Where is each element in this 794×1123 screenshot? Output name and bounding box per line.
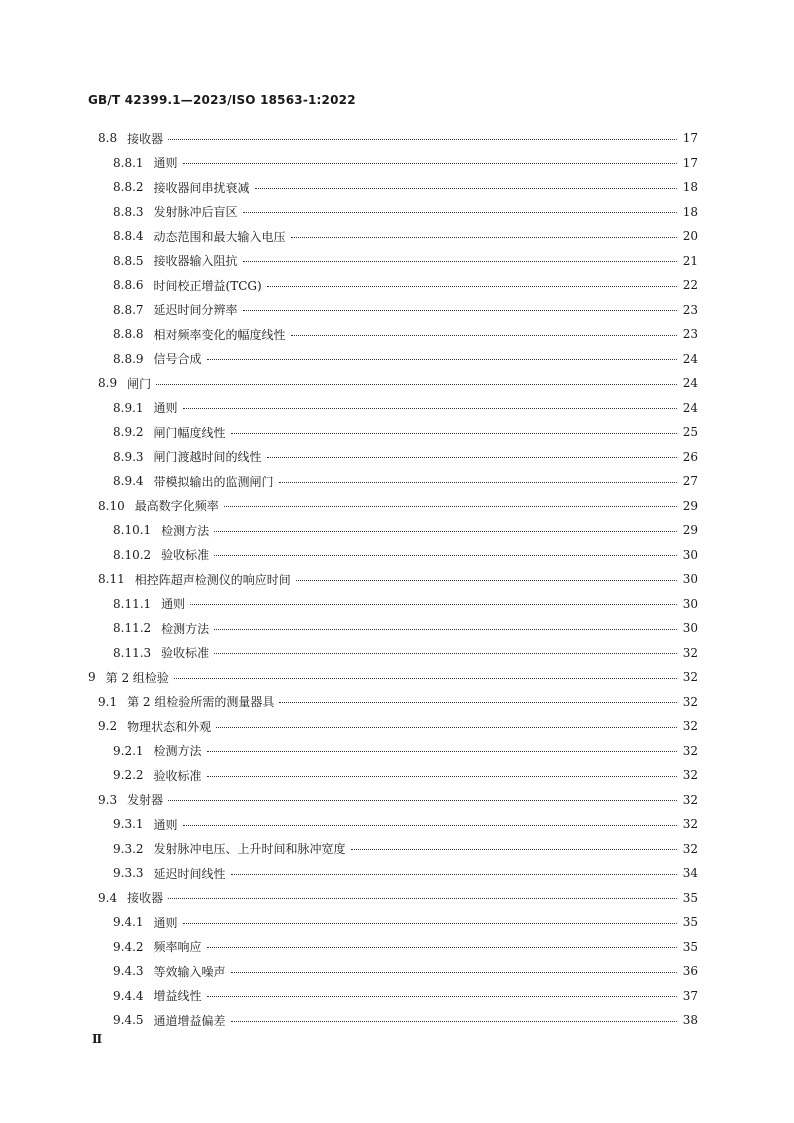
toc-entry-page: 23 xyxy=(682,302,698,317)
toc-entry-title: 检测方法 xyxy=(161,523,210,538)
toc-entry-page: 32 xyxy=(682,694,698,709)
toc-entry-page: 29 xyxy=(682,498,698,513)
toc-entry[interactable] xyxy=(113,175,698,200)
toc-entry-page: 32 xyxy=(682,768,698,783)
toc-entry-title: 发射脉冲后盲区 xyxy=(153,205,238,220)
toc-entry-page: 17 xyxy=(682,155,698,170)
toc-entry[interactable] xyxy=(113,469,698,494)
toc-entry-title: 相对频率变化的幅度线性 xyxy=(153,327,286,342)
toc-entry-title: 通则 xyxy=(153,817,178,832)
toc-entry[interactable] xyxy=(113,420,698,445)
toc-leader-dots xyxy=(190,604,677,605)
toc-entry[interactable] xyxy=(98,494,698,519)
toc-leader-dots xyxy=(243,261,677,262)
toc-entry-number: 9.4.3 xyxy=(113,964,144,979)
toc-leader-dots xyxy=(243,212,677,213)
toc-leader-dots xyxy=(214,653,677,654)
toc-leader-dots xyxy=(243,310,677,311)
toc-entry-number: 9 xyxy=(88,670,96,685)
toc-entry-title: 延迟时间线性 xyxy=(153,866,226,881)
toc-entry-page: 26 xyxy=(682,449,698,464)
toc-entry-title: 接收器间串扰衰减 xyxy=(153,180,250,195)
toc-leader-dots xyxy=(267,286,677,287)
toc-entry-page: 30 xyxy=(682,572,698,587)
toc-leader-dots xyxy=(231,1021,677,1022)
toc-entry[interactable] xyxy=(113,837,698,862)
toc-entry-title: 第 2 组检验所需的测量器具 xyxy=(127,695,275,710)
toc-leader-dots xyxy=(231,972,677,973)
toc-entry-number: 9.3.1 xyxy=(113,817,144,832)
toc-entry-page: 38 xyxy=(682,1013,698,1028)
toc-entry[interactable] xyxy=(113,1008,698,1033)
toc-entry-number: 8.8.8 xyxy=(113,327,144,342)
toc-entry-number: 8.9.3 xyxy=(113,449,144,464)
toc-entry[interactable] xyxy=(98,788,698,813)
toc-leader-dots xyxy=(224,506,677,507)
toc-entry-page: 32 xyxy=(682,743,698,758)
toc-entry-page: 35 xyxy=(682,890,698,905)
toc-entry-title: 通则 xyxy=(161,597,186,612)
toc-entry-number: 8.9.1 xyxy=(113,400,144,415)
toc-entry[interactable] xyxy=(98,714,698,739)
toc-entry-number: 9.4.1 xyxy=(113,915,144,930)
toc-entry-number: 8.8.4 xyxy=(113,229,144,244)
toc-entry[interactable] xyxy=(113,935,698,960)
toc-entry-title: 发射器 xyxy=(127,793,164,808)
toc-entry[interactable] xyxy=(113,396,698,421)
toc-entry-title: 带模拟输出的监测闸门 xyxy=(153,474,274,489)
toc-entry-page: 32 xyxy=(682,645,698,660)
toc-entry-number: 8.10.2 xyxy=(113,547,152,562)
toc-entry-page: 34 xyxy=(682,866,698,881)
toc-entry[interactable] xyxy=(113,347,698,372)
toc-entry[interactable] xyxy=(113,861,698,886)
toc-entry-number: 9.3.3 xyxy=(113,866,144,881)
toc-entry-page: 24 xyxy=(682,376,698,391)
toc-leader-dots xyxy=(207,359,677,360)
toc-entry-page: 30 xyxy=(682,547,698,562)
toc-leader-dots xyxy=(291,335,677,336)
toc-entry-number: 9.1 xyxy=(98,694,118,709)
toc-entry-title: 闸门 xyxy=(127,376,152,391)
toc-entry-page: 18 xyxy=(682,204,698,219)
toc-entry-title: 增益线性 xyxy=(153,989,202,1004)
toc-entry[interactable] xyxy=(98,126,698,151)
toc-leader-dots xyxy=(183,923,677,924)
toc-entry-page: 30 xyxy=(682,621,698,636)
toc-entry-number: 8.8.1 xyxy=(113,155,144,170)
toc-entry-title: 动态范围和最大输入电压 xyxy=(153,229,286,244)
toc-entry-page: 32 xyxy=(682,719,698,734)
toc-leader-dots xyxy=(183,163,677,164)
toc-entry[interactable] xyxy=(113,910,698,935)
toc-entry-page: 35 xyxy=(682,939,698,954)
toc-entry-title: 验收标准 xyxy=(161,548,210,563)
toc-entry-page: 36 xyxy=(682,964,698,979)
toc-entry[interactable] xyxy=(98,886,698,911)
toc-leader-dots xyxy=(174,678,677,679)
toc-leader-dots xyxy=(216,727,677,728)
toc-entry-number: 8.8.6 xyxy=(113,278,144,293)
toc-entry-title: 发射脉冲电压、上升时间和脉冲宽度 xyxy=(153,842,346,857)
toc-entry[interactable] xyxy=(88,665,698,690)
toc-entry-title: 等效输入噪声 xyxy=(153,964,226,979)
toc-entry-number: 9.2.1 xyxy=(113,743,144,758)
toc-entry-page: 17 xyxy=(682,131,698,146)
toc-entry[interactable] xyxy=(113,298,698,323)
toc-entry-title: 验收标准 xyxy=(153,768,202,783)
toc-entry-title: 通则 xyxy=(153,401,178,416)
toc-entry-number: 9.2 xyxy=(98,719,118,734)
toc-leader-dots xyxy=(267,457,677,458)
toc-entry-number: 8.11.1 xyxy=(113,596,152,611)
toc-entry-number: 9.2.2 xyxy=(113,768,144,783)
toc-entry-page: 37 xyxy=(682,988,698,1003)
toc-leader-dots xyxy=(156,384,677,385)
toc-entry-page: 18 xyxy=(682,180,698,195)
toc-entry[interactable] xyxy=(98,371,698,396)
toc-entry-number: 9.3 xyxy=(98,792,118,807)
toc-entry[interactable] xyxy=(113,200,698,225)
toc-entry-title: 通则 xyxy=(153,915,178,930)
toc-entry-title: 闸门渡越时间的线性 xyxy=(153,450,262,465)
toc-leader-dots xyxy=(168,800,677,801)
toc-entry-number: 8.9.2 xyxy=(113,425,144,440)
toc-entry-page: 32 xyxy=(682,792,698,807)
toc-leader-dots xyxy=(168,139,677,140)
toc-leader-dots xyxy=(231,433,677,434)
toc-entry-page: 20 xyxy=(682,229,698,244)
toc-entry-title: 检测方法 xyxy=(153,744,202,759)
toc-leader-dots xyxy=(207,776,677,777)
toc-entry-title: 最高数字化频率 xyxy=(134,499,219,514)
toc-entry-number: 8.11.3 xyxy=(113,645,152,660)
toc-entry-title: 通道增益偏差 xyxy=(153,1013,226,1028)
toc-entry-number: 8.9.4 xyxy=(113,474,144,489)
toc-entry-number: 9.4.5 xyxy=(113,1013,144,1028)
toc-entry-number: 8.8.7 xyxy=(113,302,144,317)
toc-entry-page: 32 xyxy=(682,841,698,856)
toc-entry-number: 8.11.2 xyxy=(113,621,152,636)
toc-entry[interactable] xyxy=(113,739,698,764)
toc-entry[interactable] xyxy=(113,763,698,788)
toc-entry-page: 22 xyxy=(682,278,698,293)
toc-entry-title: 闸门幅度线性 xyxy=(153,425,226,440)
toc-entry-number: 9.4 xyxy=(98,890,118,905)
toc-entry-title: 接收器输入阻抗 xyxy=(153,254,238,269)
toc-entry-page: 32 xyxy=(682,670,698,685)
toc-entry[interactable] xyxy=(113,543,698,568)
toc-entry-title: 接收器 xyxy=(127,891,164,906)
toc-leader-dots xyxy=(279,482,677,483)
toc-entry[interactable] xyxy=(113,959,698,984)
toc-entry-number: 8.10 xyxy=(98,498,125,513)
page-number: Ⅱ xyxy=(92,1032,103,1046)
toc-entry-page: 30 xyxy=(682,596,698,611)
toc-entry-page: 35 xyxy=(682,915,698,930)
toc-leader-dots xyxy=(214,531,677,532)
toc-entry[interactable] xyxy=(113,249,698,274)
toc-entry-number: 8.8 xyxy=(98,131,118,146)
toc-entry-page: 24 xyxy=(682,400,698,415)
toc-entry-number: 9.3.2 xyxy=(113,841,144,856)
toc-entry[interactable] xyxy=(113,984,698,1009)
toc-leader-dots xyxy=(207,751,677,752)
toc-entry-number: 8.10.1 xyxy=(113,523,152,538)
toc-entry-title: 验收标准 xyxy=(161,646,210,661)
toc-entry-number: 8.8.2 xyxy=(113,180,144,195)
toc-entry-title: 第 2 组检验 xyxy=(105,670,169,685)
toc-entry[interactable] xyxy=(98,567,698,592)
toc-entry[interactable] xyxy=(113,518,698,543)
toc-entry-number: 8.11 xyxy=(98,572,125,587)
toc-entry[interactable] xyxy=(113,151,698,176)
toc-entry[interactable] xyxy=(113,224,698,249)
toc-entry-page: 25 xyxy=(682,425,698,440)
toc-entry-page: 27 xyxy=(682,474,698,489)
toc-leader-dots xyxy=(291,237,677,238)
toc-leader-dots xyxy=(207,947,677,948)
toc-entry[interactable] xyxy=(113,616,698,641)
toc-entry-number: 8.8.9 xyxy=(113,351,144,366)
toc-entry-number: 8.9 xyxy=(98,376,118,391)
toc-entry-number: 8.8.3 xyxy=(113,204,144,219)
toc-entry[interactable] xyxy=(113,812,698,837)
toc-leader-dots xyxy=(279,702,677,703)
toc-entry-title: 信号合成 xyxy=(153,352,202,367)
toc-entry-page: 29 xyxy=(682,523,698,538)
toc-entry[interactable] xyxy=(113,322,698,347)
toc-leader-dots xyxy=(214,629,677,630)
toc-entry-page: 32 xyxy=(682,817,698,832)
toc-leader-dots xyxy=(214,555,677,556)
toc-entry[interactable] xyxy=(113,592,698,617)
toc-leader-dots xyxy=(207,996,677,997)
toc-entry-number: 9.4.4 xyxy=(113,988,144,1003)
toc-leader-dots xyxy=(296,580,677,581)
toc-entry-page: 23 xyxy=(682,327,698,342)
toc-entry[interactable] xyxy=(113,273,698,298)
toc-entry-page: 21 xyxy=(682,253,698,268)
toc-leader-dots xyxy=(231,874,677,875)
toc-entry-page: 24 xyxy=(682,351,698,366)
toc-entry[interactable] xyxy=(98,690,698,715)
toc-entry-title: 频率响应 xyxy=(153,940,202,955)
toc-leader-dots xyxy=(255,188,677,189)
toc-entry-number: 8.8.5 xyxy=(113,253,144,268)
toc-entry-title: 物理状态和外观 xyxy=(127,719,212,734)
toc-entry-title: 接收器 xyxy=(127,131,164,146)
toc-entry-number: 9.4.2 xyxy=(113,939,144,954)
toc-entry[interactable] xyxy=(113,641,698,666)
toc-leader-dots xyxy=(183,825,677,826)
document-header: GB/T 42399.1—2023/ISO 18563-1:2022 xyxy=(88,93,356,107)
toc-leader-dots xyxy=(183,408,677,409)
toc-entry[interactable] xyxy=(113,445,698,470)
toc-entry-title: 相控阵超声检测仪的响应时间 xyxy=(134,572,291,587)
toc-leader-dots xyxy=(168,898,677,899)
toc-entry-title: 通则 xyxy=(153,156,178,171)
toc-leader-dots xyxy=(351,849,677,850)
toc-entry-title: 延迟时间分辨率 xyxy=(153,303,238,318)
toc-entry-title: 时间校正增益(TCG) xyxy=(153,278,262,293)
toc-entry-title: 检测方法 xyxy=(161,621,210,636)
